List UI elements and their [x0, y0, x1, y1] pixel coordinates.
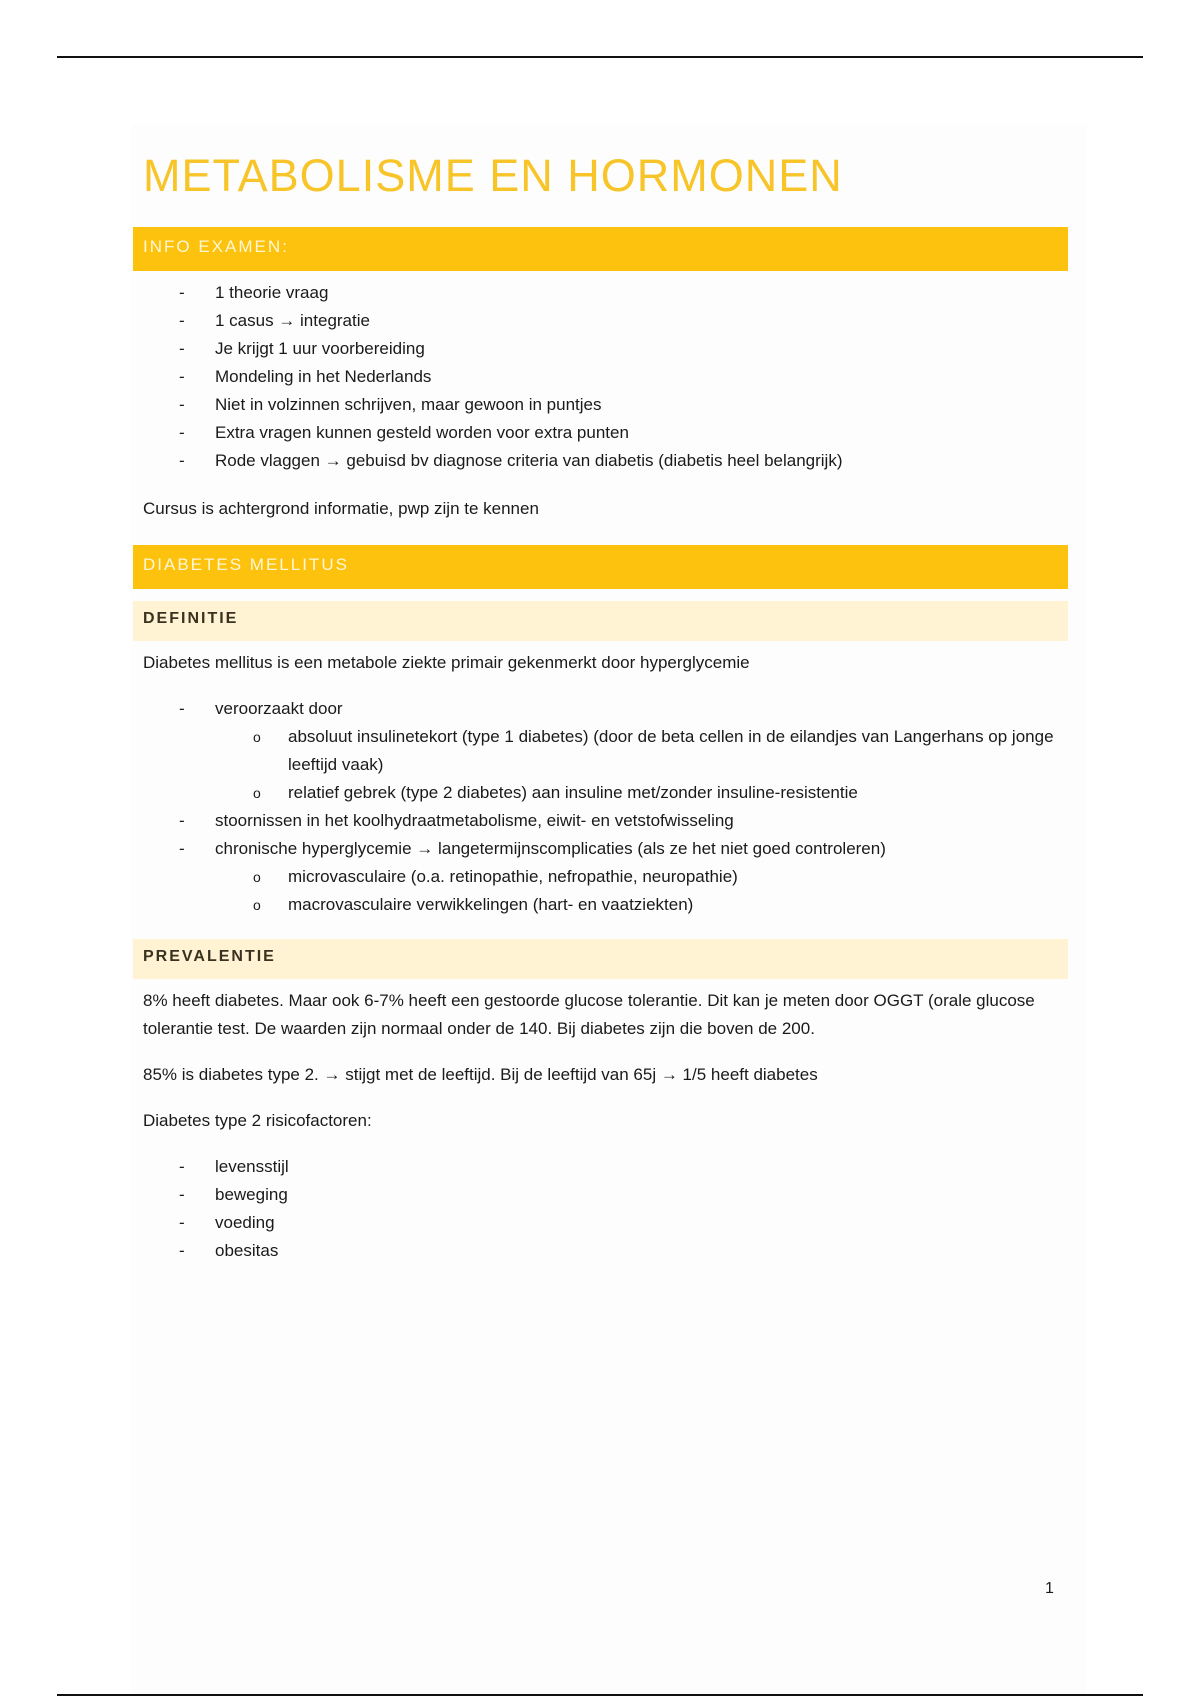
info-examen-list	[133, 279, 1068, 475]
risk-factors-list	[133, 1153, 1068, 1265]
list-item: - 1 casus → integratie	[133, 307, 1068, 335]
document-body	[133, 145, 1068, 1265]
list-item: - Mondeling in het Nederlands	[133, 363, 1068, 391]
prevalentie-paragraph-1: 8% heeft diabetes. Maar ook 6-7% heeft een gestoorde glucose tolerantie. Dit kan je meten door OGGT (orale glucose tolerantie test. De waarden zijn normaal onder de 140. Bij diabetes zijn die boven de 200.	[143, 991, 1035, 1038]
document-title: METABOLISME EN HORMONEN	[143, 150, 843, 201]
list-item: - levensstijl	[133, 1153, 1068, 1181]
list-item: - Niet in volzinnen schrijven, maar gewoon in puntjes	[133, 391, 1068, 419]
header-rule	[57, 56, 1143, 58]
definitie-heading: DEFINITIE	[133, 601, 1068, 641]
list-item: - Je krijgt 1 uur voorbereiding	[133, 335, 1068, 363]
sub-list-item: o microvasculaire (o.a. retinopathie, nefropathie, neuropathie)	[133, 863, 1068, 891]
sub-list-item: o macrovasculaire verwikkelingen (hart- en vaatziekten)	[133, 891, 1068, 919]
list-item: - veroorzaakt door	[133, 695, 1068, 723]
list-item: - beweging	[133, 1181, 1068, 1209]
list-item: - obesitas	[133, 1237, 1068, 1265]
risk-factors-intro: Diabetes type 2 risicofactoren:	[143, 1111, 372, 1130]
definitie-list	[133, 695, 1068, 919]
list-item: - 1 theorie vraag	[133, 279, 1068, 307]
list-item: - Rode vlaggen → gebuisd bv diagnose criteria van diabetis (diabetis heel belangrijk)	[133, 447, 1068, 475]
prevalentie-paragraph-2: 85% is diabetes type 2. → stijgt met de leeftijd. Bij de leeftijd van 65j → 1/5 heeft diabetes	[143, 1065, 818, 1084]
page-number: 1	[1045, 1580, 1054, 1597]
list-item: - stoornissen in het koolhydraatmetabolisme, eiwit- en vetstofwisseling	[133, 807, 1068, 835]
prevalentie-heading: PREVALENTIE	[133, 939, 1068, 979]
sub-list-item: o absoluut insulinetekort (type 1 diabetes) (door de beta cellen in de eilandjes van Langerhans op jonge leeftijd vaak)	[133, 723, 1068, 779]
sub-list-item: o relatief gebrek (type 2 diabetes) aan insuline met/zonder insuline-resistentie	[133, 779, 1068, 807]
course-note: Cursus is achtergrond informatie, pwp zijn te kennen	[143, 499, 539, 518]
info-examen-heading: INFO EXAMEN:	[133, 227, 1068, 271]
list-item: - voeding	[133, 1209, 1068, 1237]
footer-rule	[57, 1694, 1143, 1696]
diabetes-heading: DIABETES MELLITUS	[133, 545, 1068, 589]
list-item: - Extra vragen kunnen gesteld worden voor extra punten	[133, 419, 1068, 447]
list-item: - chronische hyperglycemie → langetermijnscomplicaties (als ze het niet goed controleren)	[133, 835, 1068, 863]
definitie-intro: Diabetes mellitus is een metabole ziekte primair gekenmerkt door hyperglycemie	[143, 653, 750, 672]
